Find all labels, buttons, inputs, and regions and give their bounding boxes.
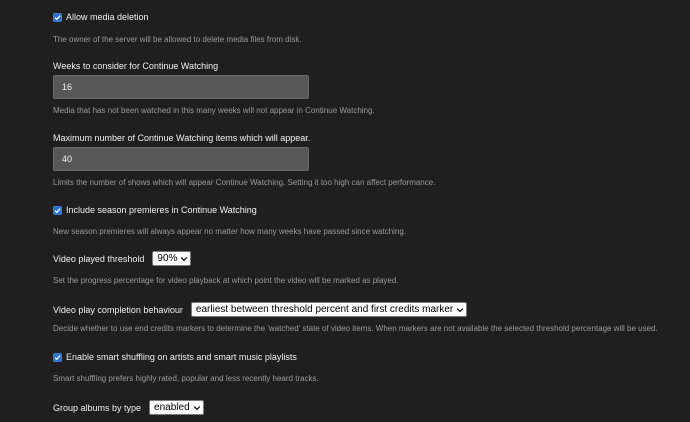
group-albums-select[interactable] [149, 400, 204, 415]
played-threshold-value: 90% [157, 253, 178, 264]
chevron-down-icon [456, 306, 464, 314]
chevron-down-icon [193, 404, 201, 412]
played-threshold-help: Set the progress percentage for video playback at which point the video will be marked as played. [53, 276, 399, 285]
smart-shuffling-row [53, 352, 297, 362]
smart-shuffling-label: Enable smart shuffling on artists and smart music playlists [66, 352, 297, 362]
chevron-down-icon [180, 255, 188, 263]
season-premieres-label: Include season premieres in Continue Watching [66, 205, 257, 215]
group-albums-row [53, 400, 204, 415]
checkmark-icon [54, 207, 61, 214]
allow-media-deletion-help: The owner of the server will be allowed to delete media files from disk. [53, 35, 302, 44]
completion-behaviour-select[interactable] [191, 302, 467, 317]
weeks-continue-watching-label: Weeks to consider for Continue Watching [53, 61, 219, 71]
season-premieres-checkbox[interactable] [53, 206, 62, 215]
group-albums-value: enabled [154, 402, 190, 413]
smart-shuffling-checkbox[interactable] [53, 353, 62, 362]
season-premieres-row [53, 205, 257, 215]
checkmark-icon [54, 354, 61, 361]
completion-behaviour-value: earliest between threshold percent and first credits marker [195, 304, 454, 315]
weeks-continue-watching-help: Media that has not been watched in this many weeks will not appear in Continue Watching. [53, 106, 375, 115]
completion-behaviour-row [53, 302, 467, 317]
allow-media-deletion-label: Allow media deletion [66, 12, 149, 22]
played-threshold-row [53, 251, 191, 266]
completion-behaviour-label: Video play completion behaviour [53, 304, 183, 315]
group-albums-label: Group albums by type [53, 402, 142, 413]
max-continue-watching-label: Maximum number of Continue Watching items which will appear. [53, 133, 311, 143]
allow-media-deletion-row [53, 12, 149, 22]
max-continue-watching-help: Limits the number of shows which will appear Continue Watching. Setting it too high can affect performance. [53, 178, 436, 187]
played-threshold-label: Video played threshold [53, 253, 145, 264]
season-premieres-help: New season premieres will always appear no matter how many weeks have passed since watching. [53, 227, 407, 236]
smart-shuffling-help: Smart shuffling prefers highly rated, popular and less recently heard tracks. [53, 374, 319, 383]
checkmark-icon [54, 14, 61, 21]
max-continue-watching-input[interactable]: 40 [53, 147, 309, 171]
completion-behaviour-help: Decide whether to use end credits markers to determine the 'watched' state of video items. When markers are not available the selected threshold percentage will be used. [53, 324, 658, 333]
weeks-continue-watching-input[interactable]: 16 [53, 75, 309, 99]
allow-media-deletion-checkbox[interactable] [53, 13, 62, 22]
played-threshold-select[interactable] [152, 251, 191, 266]
